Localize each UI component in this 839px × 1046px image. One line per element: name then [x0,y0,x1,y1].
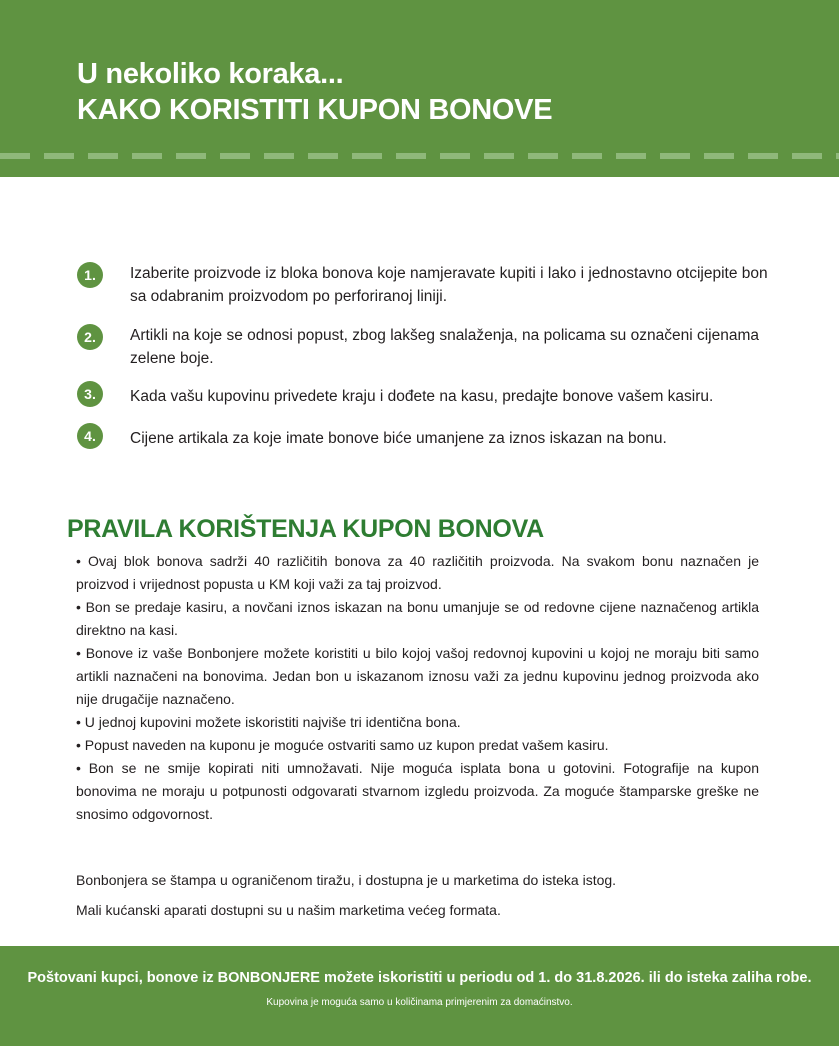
rule-item: • Popust naveden na kuponu je moguće ostvariti samo uz kupon predat vašem kasiru. [76,737,609,753]
note-availability: Bonbonjera se štampa u ograničenom tiražu, i dostupna je u marketima do isteka istog. [76,872,617,888]
step-number-badge: 1. [77,262,103,288]
step-text: Izaberite proizvode iz bloka bonova koje namjeravate kupiti i lako i jednostavno otcijepite bon sa odabranim proizvodom po perforiranoj liniji. [130,265,768,305]
header-banner [0,0,839,177]
footer-banner [0,946,839,1046]
header-subtitle: U nekoliko koraka... [77,58,344,90]
step-text: Cijene artikala za koje imate bonove biće umanjene za iznos iskazan na bonu. [130,430,667,447]
step-text: Kada vašu kupovinu privedete kraju i dođete na kasu, predajte bonove vašem kasiru. [130,388,714,405]
header-title: KAKO KORISTITI KUPON BONOVE [77,94,553,126]
step-number-badge: 4. [77,423,103,449]
footer-disclaimer: Kupovina je moguća samo u količinama primjerenim za domaćinstvo. [266,997,573,1008]
rule-item: • Bonove iz vaše Bonbonjere možete koristiti u bilo kojoj vašoj redovnoj kupovini u kojoj ne moraju biti samo artikli naznačeni na bonovima. Jedan bon u iskazanom iznosu važi za jednu kupovinu jednog proizvoda ako nije drugačije naznačeno. [76,645,759,707]
step-text: Artikli na koje se odnosi popust, zbog lakšeg snalaženja, na policama su označeni cijenama zelene boje. [130,327,759,367]
step-number-badge: 3. [77,381,103,407]
perforation-line [0,153,839,159]
note-appliances: Mali kućanski aparati dostupni su u našim marketima većeg formata. [76,902,501,918]
rules-title: PRAVILA KORIŠTENJA KUPON BONOVA [67,515,544,543]
rule-item: • Ovaj blok bonova sadrži 40 različitih bonova za 40 različitih proizvoda. Na svakom bonu naznačen je proizvod i vrijednost popusta u KM koji važi za taj proizvod. [76,553,759,592]
rule-item: • Bon se ne smije kopirati niti umnožavati. Nije moguća isplata bona u gotovini. Fotografije na kupon bonovima ne moraju u potpunosti odgovarati stvarnom izgledu proizvoda. Za moguće štamparske greške ne snosimo odgovornost. [76,760,759,822]
rule-item: • Bon se predaje kasiru, a novčani iznos iskazan na bonu umanjuje se od redovne cijene naznačenog artikla direktno na kasi. [76,599,759,638]
step-number-badge: 2. [77,324,103,350]
rules-list [76,550,759,826]
rule-item: • U jednoj kupovini možete iskoristiti najviše tri identična bona. [76,714,461,730]
footer-validity-text: Poštovani kupci, bonove iz BONBONJERE možete iskoristiti u periodu od 1. do 31.8.2026. ili do isteka zaliha robe. [27,970,812,986]
